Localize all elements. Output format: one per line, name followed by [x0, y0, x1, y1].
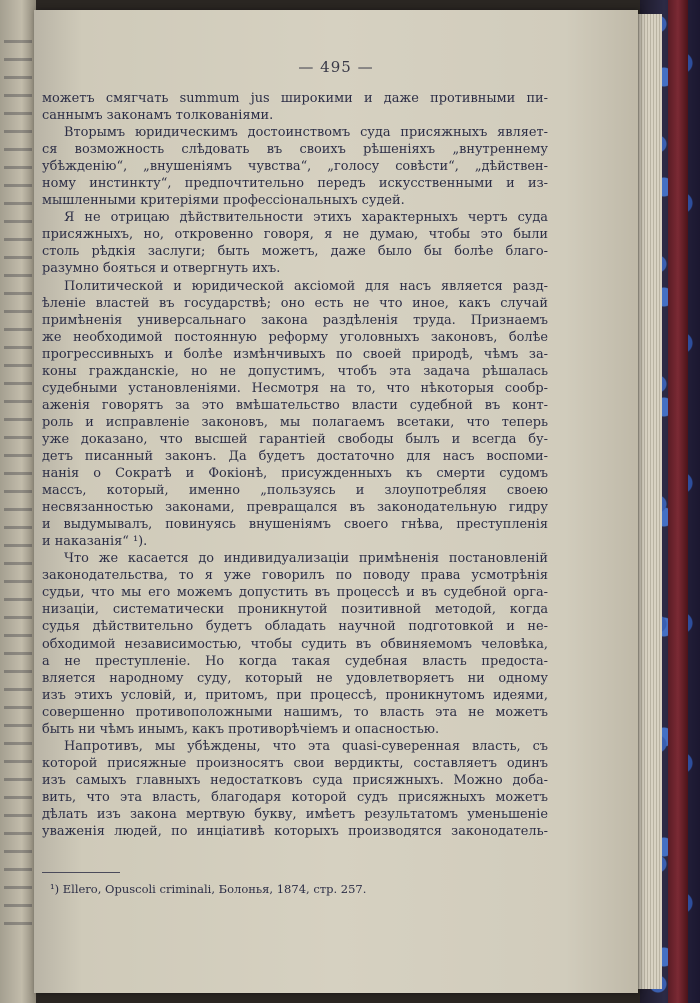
text-line: и выдумывалъ, повинуясь внушеніямъ своего гнѣва, преступленія [42, 517, 548, 533]
text-line: ся возможность слѣдовать въ своихъ рѣшеніяхъ „внутреннему [42, 142, 548, 158]
text-line: судья дѣйствительно будетъ обладать научной подготовкой и не- [42, 619, 548, 635]
footnote: ¹) Ellero, Opuscoli criminali, Болонья, 1874, стр. 257. [50, 882, 367, 896]
text-line: столь рѣдкія заслуги; быть можетъ, даже было бы болѣе благо- [42, 244, 548, 260]
text-line: примѣненія универсальнаго закона раздѣленія труда. Признаемъ [42, 312, 548, 328]
text-line: присяжныхъ, но, откровенно говоря, я не думаю, чтобы это были [42, 227, 548, 243]
text-line: можетъ смягчать summum jus широкими и даже противными пи- [42, 91, 548, 106]
text-line: Вторымъ юридическимъ достоинствомъ суда присяжныхъ являет- [64, 125, 548, 141]
facing-page-fragment [0, 0, 36, 1003]
footnote-rule [42, 872, 120, 873]
text-line: уже доказано, что высшей гарантіей свободы былъ и всегда бу- [42, 431, 548, 447]
text-line: Напротивъ, мы убѣждены, что эта quasi-суверенная власть, съ [64, 738, 548, 754]
text-line: несвязанностью законами, превращался въ законодательную гидру [42, 500, 548, 516]
text-line: а не преступленіе. Но когда такая судебная власть предоста- [42, 653, 548, 669]
text-line: ѣленіе властей въ государствѣ; оно есть не что иное, какъ случай [42, 295, 548, 311]
text-line: изъ этихъ условій, и, притомъ, при процессѣ, проникнутомъ идеями, [42, 687, 548, 703]
text-line: аженія говорятъ за это вмѣшательство власти судебной въ конт- [42, 397, 548, 413]
text-line: законодательства, то я уже говорилъ по поводу права усмотрѣнія [42, 568, 548, 584]
text-line: нанія о Сократѣ и Фокіонѣ, присужденныхъ къ смерти судомъ [42, 466, 548, 482]
text-line: же необходимой постоянную реформу уголовныхъ законовъ, болѣе [42, 329, 548, 345]
text-line: низаціи, систематически проникнутой позитивной методой, когда [42, 602, 548, 618]
text-line: прогрессивныхъ и болѣе измѣнчивыхъ по своей природѣ, чѣмъ за- [42, 346, 548, 362]
text-line: убѣжденію“, „внушеніямъ чувства“, „голосу совѣсти“, „дѣйствен- [42, 159, 548, 175]
page-number: — 495 — [298, 58, 374, 76]
text-line: судьи, что мы его можемъ допустить въ процессѣ и въ судебной орга- [42, 585, 548, 601]
text-line: и наказанія“ ¹). [42, 534, 148, 550]
book-page [34, 10, 638, 993]
text-line: Что же касается до индивидуализаціи примѣненія постановленій [64, 551, 548, 567]
text-line: уваженія людей, по инціативѣ которыхъ производятся законодатель- [42, 824, 548, 840]
text-line: судебными установленіями. Несмотря на то, что нѣкоторыя сообр- [42, 380, 548, 396]
facing-page-text [4, 40, 32, 940]
page-edges [636, 14, 662, 989]
text-line: детъ писанный законъ. Да будетъ достаточно для насъ воспоми- [42, 448, 548, 464]
text-line: массъ, который, именно „пользуясь и злоупотребляя своею [42, 483, 548, 499]
text-line: Я не отрицаю дѣйствительности этихъ характерныхъ чертъ суда [64, 210, 548, 226]
text-line: ному инстинкту“, предпочтительно передъ искусственными и из- [42, 176, 548, 192]
body-text [42, 90, 548, 840]
text-line: вляется народному суду, который не удовлетворяетъ ни одному [42, 670, 548, 686]
text-line: мышленными критеріями профессіональныхъ судей. [42, 193, 405, 209]
text-line: коны гражданскіе, но не допустимъ, чтобъ эта задача рѣшалась [42, 363, 548, 379]
text-line: изъ самыхъ главныхъ недостатковъ суда присяжныхъ. Можно доба- [42, 772, 548, 788]
text-line: саннымъ законамъ толкованіями. [42, 108, 274, 124]
text-line: вить, что эта власть, благодаря которой судъ присяжныхъ можетъ [42, 789, 548, 805]
text-line: дѣлать изъ закона мертвую букву, имѣетъ результатомъ уменьшеніе [42, 806, 548, 822]
book-spine [668, 0, 688, 1003]
text-line: совершенно противоположными нашимъ, то власть эта не можетъ [42, 704, 548, 720]
text-line: быть ни чѣмъ инымъ, какъ противорѣчіемъ и опасностью. [42, 721, 440, 737]
text-line: разумно бояться и отвергнуть ихъ. [42, 261, 281, 277]
text-line: которой присяжные произносятъ свои вердикты, составляетъ одинъ [42, 755, 548, 771]
text-line: обходимой независимостью, чтобы судить въ обвиняемомъ человѣка, [42, 636, 548, 652]
text-line: Политической и юридической аксіомой для насъ является разд- [64, 278, 548, 294]
text-line: роль и исправленіе законовъ, мы полагаемъ всетаки, что теперь [42, 414, 548, 430]
